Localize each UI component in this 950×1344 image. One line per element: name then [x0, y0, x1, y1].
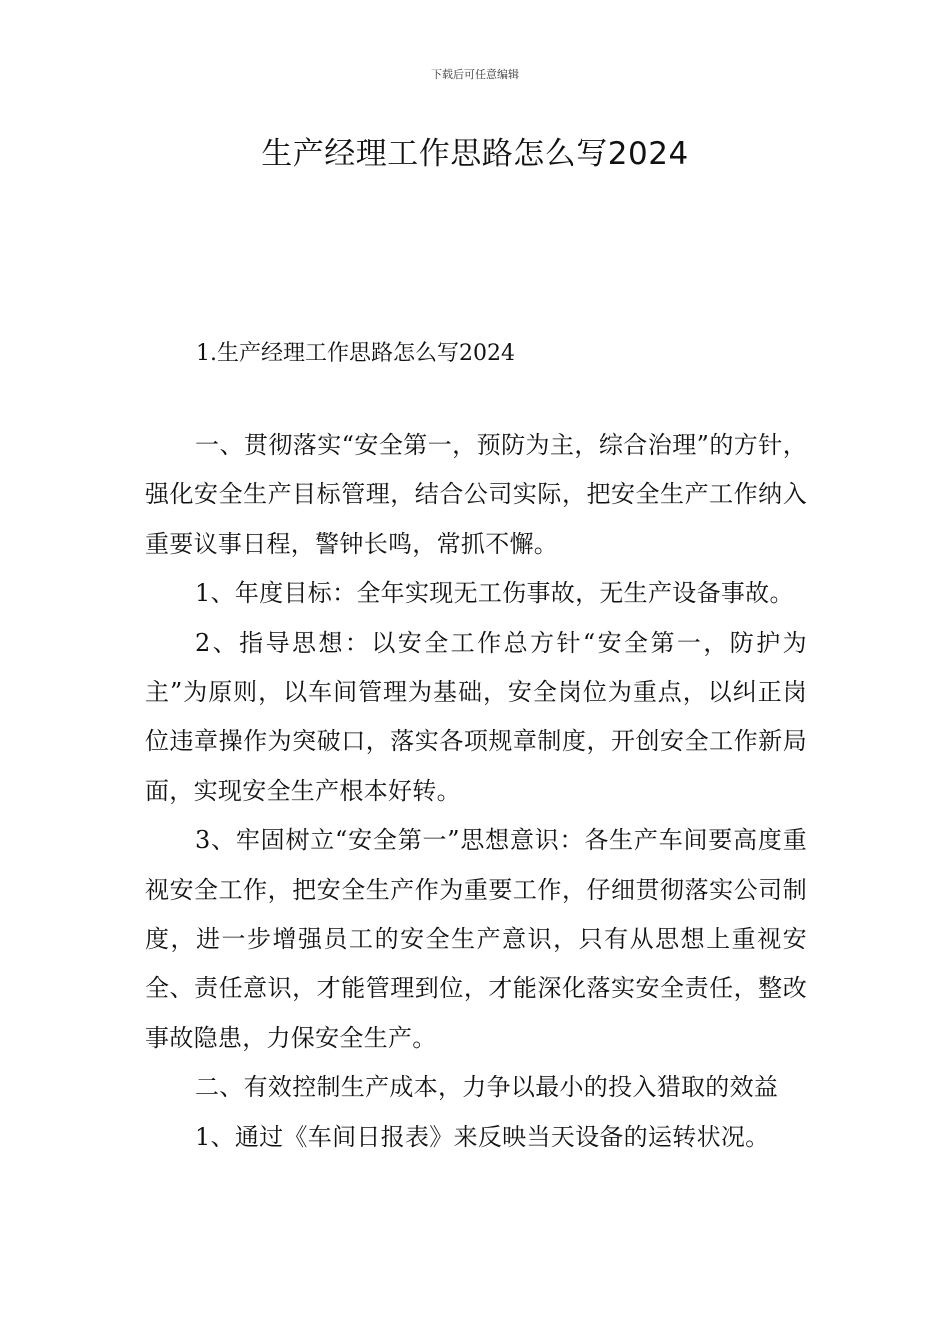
paragraph: 2、指导思想：以安全工作总方针“安全第一，防护为主”为原则，以车间管理为基础，安全岗位为重点，以纠正岗位违章操作为突破口，落实各项规章制度，开创安全工作新局面，实现安全生产根本好转。	[145, 628, 807, 805]
section-heading: 1.生产经理工作思路怎么写2024	[196, 341, 515, 366]
paragraph: 1、年度目标：全年实现无工伤事故，无生产设备事故。	[195, 579, 794, 608]
paragraph: 一、贯彻落实“安全第一，预防为主，综合治理”的方针，强化安全生产目标管理，结合公司实际，把安全生产工作纳入重要议事日程，警钟长鸣，常抓不懈。	[145, 431, 807, 558]
paragraph: 1、通过《车间日报表》来反映当天设备的运转状况。	[195, 1122, 770, 1151]
paragraph: 二、有效控制生产成本，力争以最小的投入猎取的效益	[195, 1073, 779, 1102]
document-title: 生产经理工作思路怎么写2024	[261, 136, 689, 172]
header-note: 下载后可任意编辑	[431, 68, 519, 81]
paragraph: 3、牢固树立“安全第一”思想意识：各生产车间要高度重视安全工作，把安全生产作为重要工作，仔细贯彻落实公司制度，进一步增强员工的安全生产意识，只有从思想上重视安全、责任意识，才能管理到位，才能深化落实安全责任，整改事故隐患，力保安全生产。	[145, 826, 807, 1052]
document-body	[145, 421, 807, 1162]
